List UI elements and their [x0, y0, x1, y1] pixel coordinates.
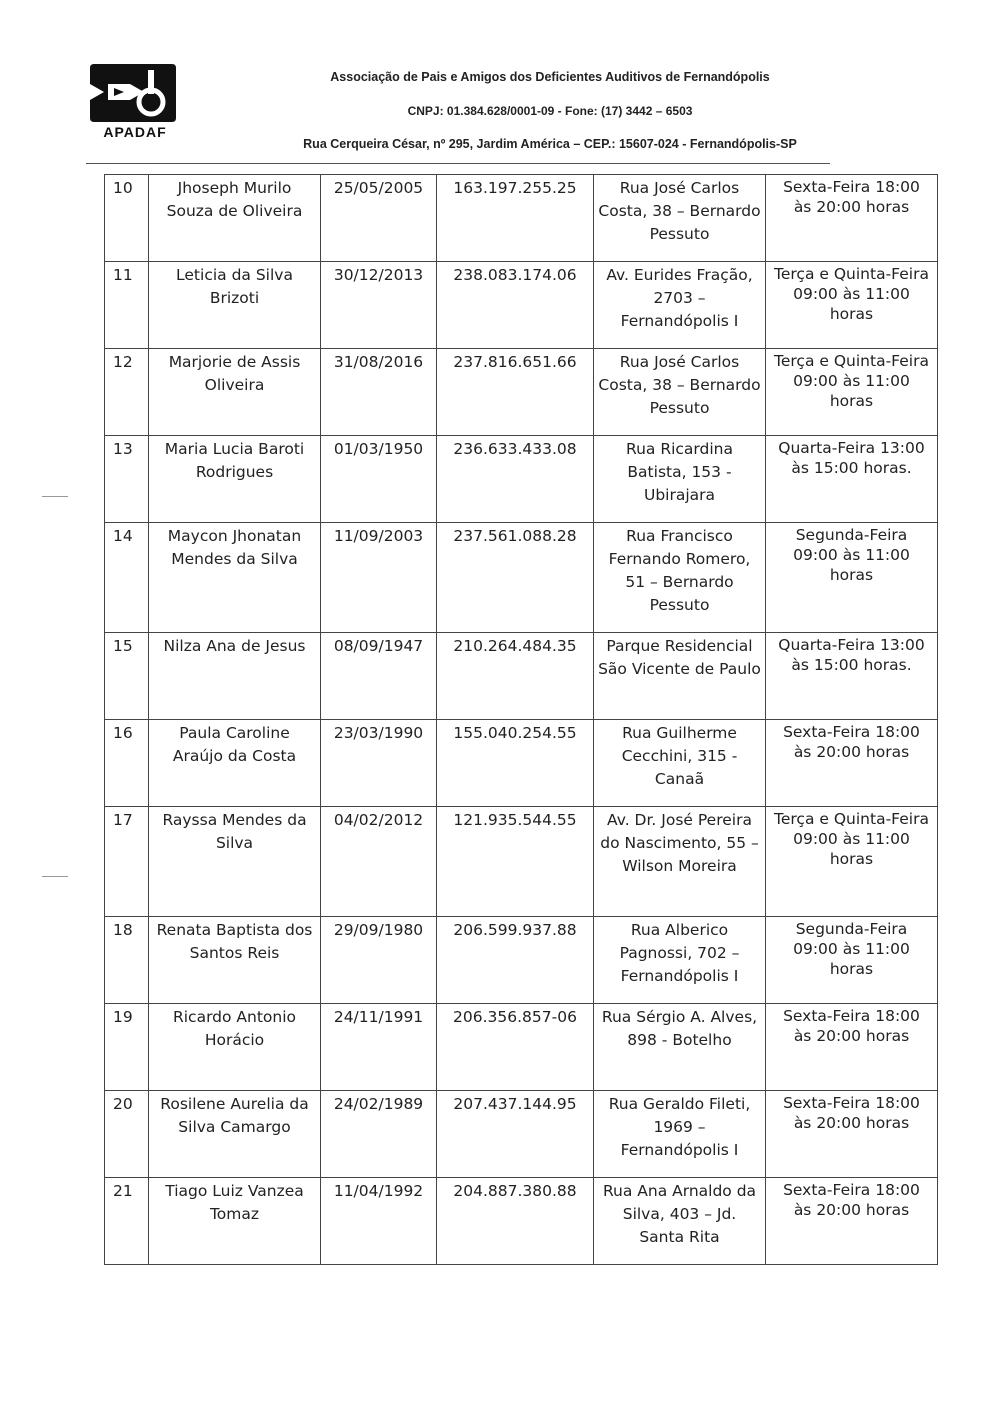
person-name: Marjorie de Assis Oliveira: [149, 349, 321, 436]
address: Rua Alberico Pagnossi, 702 – Fernandópolis I: [594, 917, 766, 1004]
table-row: [105, 1178, 938, 1265]
row-number: 12: [105, 349, 149, 436]
schedule: Quarta-Feira 13:00 às 15:00 horas.: [766, 436, 938, 523]
address: Rua Ana Arnaldo da Silva, 403 – Jd. Santa Rita: [594, 1178, 766, 1265]
table-row: [105, 175, 938, 262]
document-number: 206.599.937.88: [437, 917, 594, 1004]
birth-date: 08/09/1947: [321, 633, 437, 720]
table-row: [105, 262, 938, 349]
row-number: 21: [105, 1178, 149, 1265]
document-number: 207.437.144.95: [437, 1091, 594, 1178]
birth-date: 11/04/1992: [321, 1178, 437, 1265]
birth-date: 30/12/2013: [321, 262, 437, 349]
person-name: Rosilene Aurelia da Silva Camargo: [149, 1091, 321, 1178]
row-number: 20: [105, 1091, 149, 1178]
document-number: 237.816.651.66: [437, 349, 594, 436]
document-number: 163.197.255.25: [437, 175, 594, 262]
table-row: [105, 523, 938, 633]
address: Rua Guilherme Cecchini, 315 - Canaã: [594, 720, 766, 807]
person-name: Rayssa Mendes da Silva: [149, 807, 321, 917]
birth-date: 25/05/2005: [321, 175, 437, 262]
person-name: Maria Lucia Baroti Rodrigues: [149, 436, 321, 523]
birth-date: 11/09/2003: [321, 523, 437, 633]
row-number: 10: [105, 175, 149, 262]
logo-text: APADAF: [103, 124, 167, 140]
header-divider: [86, 163, 830, 164]
records-table-body: [105, 175, 938, 1265]
letterhead: [0, 0, 992, 170]
document-number: 237.561.088.28: [437, 523, 594, 633]
address: Av. Dr. José Pereira do Nascimento, 55 – Wilson Moreira: [594, 807, 766, 917]
row-number: 15: [105, 633, 149, 720]
table-row: [105, 917, 938, 1004]
schedule: Sexta-Feira 18:00 às 20:00 horas: [766, 175, 938, 262]
schedule: Terça e Quinta-Feira 09:00 às 11:00 horas: [766, 262, 938, 349]
birth-date: 24/02/1989: [321, 1091, 437, 1178]
address: Rua Francisco Fernando Romero, 51 – Bernardo Pessuto: [594, 523, 766, 633]
person-name: Paula Caroline Araújo da Costa: [149, 720, 321, 807]
row-number: 13: [105, 436, 149, 523]
row-number: 18: [105, 917, 149, 1004]
document-number: 204.887.380.88: [437, 1178, 594, 1265]
scan-margin-mark: [42, 496, 68, 497]
document-number: 155.040.254.55: [437, 720, 594, 807]
address: Parque Residencial São Vicente de Paulo: [594, 633, 766, 720]
organization-cnpj-phone: CNPJ: 01.384.628/0001-09 - Fone: (17) 3442 – 6503: [407, 104, 693, 118]
person-name: Jhoseph Murilo Souza de Oliveira: [149, 175, 321, 262]
document-number: 206.356.857-06: [437, 1004, 594, 1091]
document-number: 238.083.174.06: [437, 262, 594, 349]
table-row: [105, 633, 938, 720]
table-row: [105, 720, 938, 807]
apadaf-logo-icon: [88, 60, 178, 124]
person-name: Renata Baptista dos Santos Reis: [149, 917, 321, 1004]
address: Rua Ricardina Batista, 153 - Ubirajara: [594, 436, 766, 523]
birth-date: 24/11/1991: [321, 1004, 437, 1091]
table-row: [105, 807, 938, 917]
table-row: [105, 436, 938, 523]
table-row: [105, 1091, 938, 1178]
schedule: Quarta-Feira 13:00 às 15:00 horas.: [766, 633, 938, 720]
schedule: Sexta-Feira 18:00 às 20:00 horas: [766, 1091, 938, 1178]
organization-name: Associação de Pais e Amigos dos Deficientes Auditivos de Fernandópolis: [330, 70, 770, 84]
schedule: Segunda-Feira 09:00 às 11:00 horas: [766, 917, 938, 1004]
table-row: [105, 1004, 938, 1091]
address: Av. Eurides Fração, 2703 – Fernandópolis I: [594, 262, 766, 349]
row-number: 17: [105, 807, 149, 917]
row-number: 14: [105, 523, 149, 633]
schedule: Sexta-Feira 18:00 às 20:00 horas: [766, 1178, 938, 1265]
schedule: Segunda-Feira 09:00 às 11:00 horas: [766, 523, 938, 633]
schedule: Sexta-Feira 18:00 às 20:00 horas: [766, 1004, 938, 1091]
person-name: Maycon Jhonatan Mendes da Silva: [149, 523, 321, 633]
schedule: Terça e Quinta-Feira 09:00 às 11:00 horas: [766, 349, 938, 436]
document-number: 236.633.433.08: [437, 436, 594, 523]
birth-date: 04/02/2012: [321, 807, 437, 917]
birth-date: 01/03/1950: [321, 436, 437, 523]
document-number: 121.935.544.55: [437, 807, 594, 917]
person-name: Nilza Ana de Jesus: [149, 633, 321, 720]
apadaf-logo: [88, 60, 180, 142]
address: Rua José Carlos Costa, 38 – Bernardo Pessuto: [594, 175, 766, 262]
schedule: Terça e Quinta-Feira 09:00 às 11:00 horas: [766, 807, 938, 917]
table-row: [105, 349, 938, 436]
birth-date: 31/08/2016: [321, 349, 437, 436]
birth-date: 23/03/1990: [321, 720, 437, 807]
address: Rua Sérgio A. Alves, 898 - Botelho: [594, 1004, 766, 1091]
person-name: Leticia da Silva Brizoti: [149, 262, 321, 349]
row-number: 11: [105, 262, 149, 349]
person-name: Ricardo Antonio Horácio: [149, 1004, 321, 1091]
birth-date: 29/09/1980: [321, 917, 437, 1004]
records-table: [104, 174, 938, 1265]
document-number: 210.264.484.35: [437, 633, 594, 720]
address: Rua Geraldo Fileti, 1969 – Fernandópolis I: [594, 1091, 766, 1178]
row-number: 19: [105, 1004, 149, 1091]
address: Rua José Carlos Costa, 38 – Bernardo Pessuto: [594, 349, 766, 436]
person-name: Tiago Luiz Vanzea Tomaz: [149, 1178, 321, 1265]
organization-address: Rua Cerqueira César, nº 295, Jardim América – CEP.: 15607-024 - Fernandópolis-SP: [303, 137, 797, 151]
row-number: 16: [105, 720, 149, 807]
schedule: Sexta-Feira 18:00 às 20:00 horas: [766, 720, 938, 807]
scan-margin-mark: [42, 876, 68, 877]
